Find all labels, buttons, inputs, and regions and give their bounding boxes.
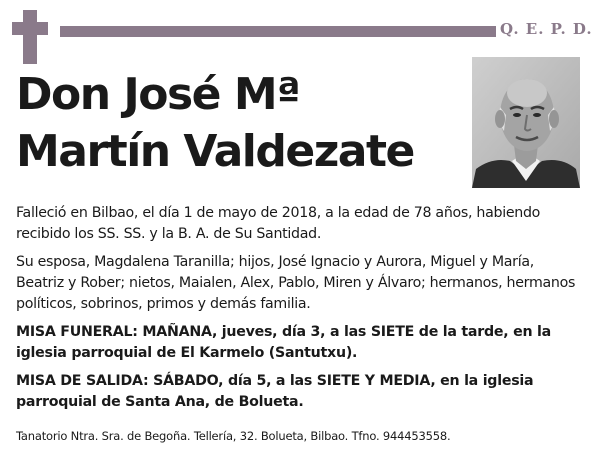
death-announcement: Falleció en Bilbao, el día 1 de mayo de 2018, a la edad de 78 años, habiendo recibido los SS. SS. y la B. A. de Su Santidad. [16, 205, 541, 242]
notice-body [16, 203, 584, 420]
name-line-2: Martín Valdezate [16, 126, 414, 177]
header-rule [60, 26, 496, 37]
portrait-photo [472, 57, 580, 188]
name-line-1: Don José Mª [16, 69, 300, 120]
qepd-label: Q. E. P. D. [500, 20, 593, 38]
deceased-name [16, 66, 466, 180]
departure-mass: MISA DE SALIDA: SÁBADO, día 5, a las SIETE Y MEDIA, en la iglesia parroquial de Santa Ana, de Bolueta. [16, 373, 534, 410]
funeral-mass: MISA FUNERAL: MAÑANA, jueves, día 3, a las SIETE de la tarde, en la iglesia parroquial de El Karmelo (Santutxu). [16, 324, 551, 361]
cross-icon [12, 10, 48, 64]
funeral-home-info: Tanatorio Ntra. Sra. de Begoña. Tellería, 32. Bolueta, Bilbao. Tfno. 944453558. [16, 429, 451, 443]
family-list: Su esposa, Magdalena Taranilla; hijos, José Ignacio y Aurora, Miguel y María, Beatriz y Rober; nietos, Maialen, Alex, Pablo, Miren y Álvaro; hermanos, hermanos políticos, sobrinos, primos y demás familia. [16, 254, 576, 312]
